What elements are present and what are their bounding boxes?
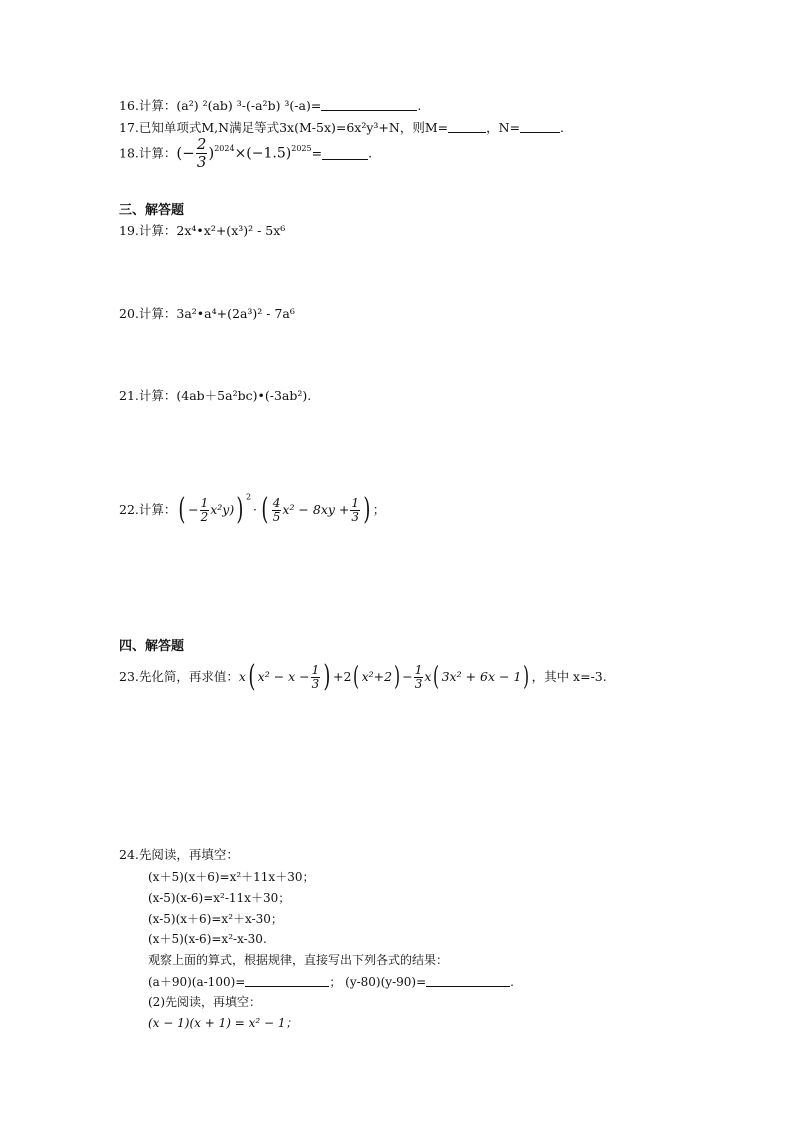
q24-sep: ； (y-80)(y-90)=	[329, 975, 427, 989]
q18-fraction	[196, 136, 208, 171]
q24-blank-b[interactable]	[426, 975, 510, 987]
q19-label: 19.计算：	[119, 223, 177, 238]
q22-fraction-3	[350, 497, 360, 524]
q24-fill-line	[148, 975, 514, 988]
q18-numerator: 2	[196, 135, 207, 153]
q18-denominator: 3	[196, 153, 207, 171]
q22-f3-numerator: 1	[351, 495, 360, 510]
q17-n-blank[interactable]	[520, 121, 560, 133]
q22-label: 22.计算：	[119, 501, 177, 517]
q23-p3: +2	[333, 668, 352, 684]
q18-exponent-2: 2025	[291, 144, 312, 153]
q17-label: 17.已知单项式M,N满足等式3x(M-5x)=6x²y³+N，则M=	[119, 120, 449, 135]
section-3-heading: 三、解答题	[119, 203, 185, 218]
q20-expression: 3a²•a⁴+(2a³)² - 7a⁶	[176, 306, 295, 321]
q22-open-paren-1: (	[178, 492, 186, 527]
q21-expression: (4ab＋5a²bc)•(-3ab²).	[176, 388, 312, 403]
q18-label: 18.计算：	[119, 145, 177, 161]
q24-example-1: (x＋5)(x＋6)=x²＋11x＋30；	[148, 870, 315, 884]
q24-fill-a: (a＋90)(a-100)=	[148, 975, 246, 989]
question-21	[119, 390, 311, 403]
q23-f2-denominator: 3	[414, 676, 423, 691]
q23-f1-denominator: 3	[311, 676, 320, 691]
q21-label: 21.计算：	[119, 388, 177, 403]
q16-label: 16.计算：	[119, 98, 177, 113]
q22-f1-denominator: 2	[200, 509, 209, 524]
q23-open-paren-1: (	[248, 659, 256, 694]
q18-end: .	[368, 145, 373, 161]
q18-eq: =	[311, 145, 323, 161]
q22-f2-denominator: 5	[272, 509, 281, 524]
q23-close-paren-2: )	[394, 662, 401, 692]
q17-m-blank[interactable]	[448, 121, 486, 133]
q22-f2-numerator: 4	[272, 495, 281, 510]
q16-answer-blank[interactable]	[321, 99, 417, 111]
question-17	[119, 121, 564, 135]
question-24: 24.先阅读，再填空：	[119, 847, 239, 862]
section-4-heading: 四、解答题	[119, 639, 185, 654]
q23-f1-numerator: 1	[311, 662, 320, 677]
q23-open-paren-2: (	[353, 662, 360, 692]
q24-part-2: (2)先阅读，再填空：	[148, 995, 261, 1009]
q23-close-paren-3: )	[523, 662, 530, 692]
q23-p7: 3x² + 6x − 1	[441, 668, 522, 684]
q22-term-1: x²y)	[210, 501, 235, 517]
question-16	[119, 99, 421, 113]
q17-mid: ，N=	[486, 120, 521, 135]
q16-end: .	[417, 98, 422, 113]
q24-observe: 观察上面的算式，根据规律，直接写出下列各式的结果：	[148, 953, 449, 967]
q23-p2: x² − x −	[257, 668, 310, 684]
q22-close-paren-2: )	[363, 492, 371, 527]
q23-tail: ，其中 x=-3.	[531, 668, 607, 684]
q18-exponent-1: 2024	[214, 144, 235, 153]
q22-open-paren-2: (	[261, 492, 269, 527]
q24-last-line: (x − 1)(x + 1) = x² − 1；	[148, 1016, 298, 1030]
q24-example-2: (x-5)(x-6)=x²-11x＋30；	[148, 891, 291, 905]
q22-fraction-2	[272, 497, 282, 524]
question-20	[119, 308, 295, 321]
q22-close-paren-1: )	[236, 492, 244, 527]
q16-expression: (a²) ²(ab) ³-(-a²b) ³(-a)=	[176, 98, 322, 113]
q22-minus: −	[188, 501, 199, 517]
q22-end: ；	[372, 501, 386, 517]
q23-close-paren-1: )	[323, 659, 331, 694]
q24-fill-end: .	[510, 975, 514, 989]
question-19	[119, 225, 285, 238]
question-18	[119, 136, 372, 171]
question-22	[119, 492, 386, 527]
q22-dot: ·	[253, 501, 258, 517]
q23-p5: −	[402, 668, 413, 684]
q24-example-4: (x＋5)(x-6)=x²-x-30.	[148, 932, 267, 946]
q22-f3-denominator: 3	[351, 509, 360, 524]
q17-end: .	[560, 120, 565, 135]
q22-power: 2	[245, 492, 252, 502]
q23-fraction-2	[414, 664, 424, 691]
q23-p6: x	[424, 668, 432, 684]
q18-close: )	[208, 144, 215, 162]
q23-p1: x	[238, 668, 246, 684]
q23-f2-numerator: 1	[414, 662, 423, 677]
q24-example-3: (x-5)(x＋6)=x²＋x-30；	[148, 912, 283, 926]
q20-label: 20.计算：	[119, 306, 177, 321]
q18-times: ×(−1.5)	[234, 145, 292, 162]
question-23	[119, 659, 607, 694]
q23-fraction-1	[311, 664, 321, 691]
q18-open: (−	[176, 144, 195, 162]
q24-blank-a[interactable]	[245, 975, 329, 987]
q22-f1-numerator: 1	[200, 495, 209, 510]
q23-label: 23.先化简，再求值：	[119, 668, 239, 684]
q19-expression: 2x⁴•x²+(x³)² - 5x⁶	[176, 223, 286, 238]
q22-fraction-1	[200, 497, 210, 524]
q18-answer-blank[interactable]	[322, 148, 368, 160]
q23-open-paren-3: (	[433, 662, 440, 692]
q22-term-2: x² − 8xy +	[282, 501, 350, 517]
q23-p4: x²+2	[361, 668, 393, 684]
